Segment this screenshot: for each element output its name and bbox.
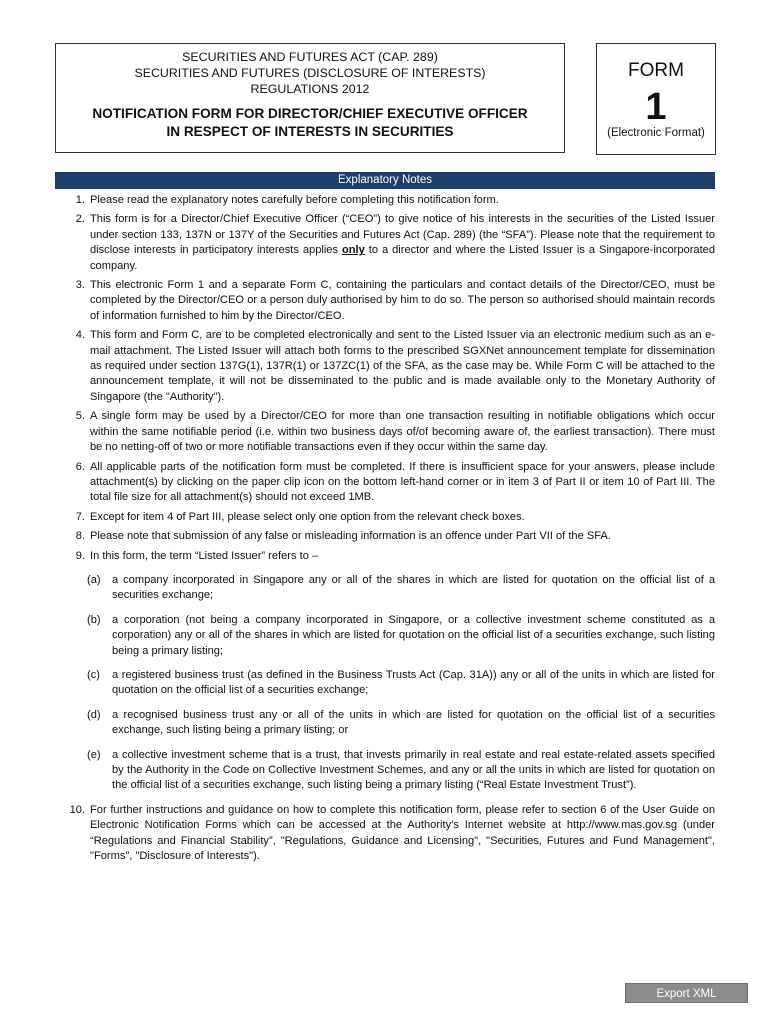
sub-item-label: (b) [87, 613, 101, 626]
note-number: 9. [75, 549, 85, 562]
sub-item-text: a corporation (not being a company incorporated in Singapore, or a collective investment scheme constituted as a corporation) any or all of the shares in which are listed for quotation on the official list of a securities exchange, such listing being a primary listing; [112, 613, 715, 657]
sub-item-label: (d) [87, 708, 101, 721]
note-text: Please note that submission of any false or misleading information is an offence under Part VII of the SFA. [90, 530, 611, 543]
note-number: 1. [75, 194, 85, 206]
note-number: 10. [69, 803, 85, 816]
note-item [55, 193, 715, 208]
act-line: SECURITIES AND FUTURES ACT (CAP. 289) [182, 50, 438, 64]
note-item [55, 803, 715, 865]
note-text-part: This form is for a Director/Chief Executive Officer (“CEO”) to give notice of his interests in the securities of the Listed Issuer under section 133, 137N or 137Y of the Securities and Futures Act (Cap. 289) (the “SFA”). Please note that the requirement to disclose interests in participatory interests applies [90, 213, 715, 257]
note-item [55, 409, 715, 455]
note-number: 4. [75, 329, 85, 342]
form-header [55, 43, 565, 153]
note-item [55, 212, 715, 274]
note-item [55, 510, 715, 525]
note-item [55, 328, 715, 405]
sub-item-label: (c) [87, 668, 100, 681]
form-format: (Electronic Format) [607, 127, 705, 139]
act-reference [56, 49, 564, 97]
note-text: All applicable parts of the notification form must be completed. If there is insufficient space for your answers, please include attachment(s) by clicking on the paper clip icon on the bottom left-hand corner or in item 3 of Part II or item 10 of Part III. The total file size for all attachment(s) should not exceed 1MB. [90, 460, 715, 504]
note-item [55, 278, 715, 324]
sub-item [55, 748, 715, 794]
note-text: This electronic Form 1 and a separate Form C, containing the particulars and contact details of the Director/CEO, must be completed by the Director/CEO or a person duly authorised by him to do so. The person so authorised should maintain records of information furnished to him by the Director/CEO. [90, 279, 715, 322]
sub-item-text: a recognised business trust any or all of the units in which are listed for quotation on the official list of a securities exchange, such listing being a primary listing; or [112, 708, 715, 737]
sub-item-label: (a) [87, 573, 101, 586]
note-emphasis: only [341, 244, 365, 257]
form-title [56, 105, 564, 141]
note-number: 6. [75, 460, 85, 473]
form-number: 1 [645, 86, 667, 128]
sub-item-text: a registered business trust (as defined in the Business Trusts Act (Cap. 31A)) any or all of the units in which are listed for quotation on the official list of a securities exchange; [112, 668, 715, 697]
sub-item-label: (e) [87, 748, 101, 761]
sub-item [55, 668, 715, 699]
note-item [55, 529, 715, 544]
listed-issuer-definitions [55, 573, 715, 794]
form-label: FORM [628, 60, 684, 81]
act-line: REGULATIONS 2012 [250, 82, 370, 96]
note-text: Please read the explanatory notes carefully before completing this notification form. [90, 194, 499, 206]
act-line: SECURITIES AND FUTURES (DISCLOSURE OF INTERESTS) [134, 66, 486, 80]
sub-item-text: a company incorporated in Singapore any or all of the shares in which are listed for quotation on the official list of a securities exchange; [112, 573, 715, 602]
note-text: Except for item 4 of Part III, please select only one option from the relevant check boxes. [90, 510, 525, 523]
explanatory-notes-list [55, 193, 715, 868]
note-text [90, 212, 715, 274]
note-item [55, 549, 715, 564]
sub-item [55, 613, 715, 659]
note-number: 5. [75, 410, 85, 423]
sub-item-text: a collective investment scheme that is a trust, that invests primarily in real estate and real estate-related assets specified by the Authority in the Code on Collective Investment Schemes, and any or all the units in which are listed for quotation on the official list of a securities exchange, such listing being a primary listing (“Real Estate Investment Trust”). [112, 748, 715, 792]
explanatory-notes-heading: Explanatory Notes [55, 172, 715, 189]
export-xml-button[interactable]: Export XML [625, 983, 748, 1003]
note-text: For further instructions and guidance on how to complete this notification form, please refer to section 6 of the User Guide on Electronic Notification Forms which can be accessed at the Authority’s Internet website at http://www.mas.gov.sg (under “Regulations and Financial Stability”, "Regulations, Guidance and Licensing", "Securities, Futures and Fund Management", "Forms", "Disclosure of Interests"). [90, 803, 715, 863]
note-text: This form and Form C, are to be completed electronically and sent to the Listed Issuer via an electronic medium such as an e-mail attachment. The Listed Issuer will attach both forms to the prescribed SGXNet announcement template for dissemination as required under section 137G(1), 137R(1) or 137ZC(1) of the SFA, as the case may be. While Form C will be attached to the announcement template, it will not be disseminated to the public and is made available only to the Monetary Authority of Singapore (the "Authority"). [90, 329, 715, 403]
note-number: 2. [75, 213, 85, 226]
note-text: In this form, the term “Listed Issuer” refers to – [90, 549, 319, 562]
note-text: A single form may be used by a Director/CEO for more than one transaction resulting in notifiable obligations which occur within the same notifiable period (i.e. within two business days of/of becoming aware of, the earliest transaction). There must be no netting-off of two or more notifiable transactions even if they occur within the same day. [90, 410, 715, 454]
note-text-part: to a director and where the Listed Issuer is a Singapore-incorporated company. [90, 244, 715, 272]
note-item [55, 460, 715, 506]
sub-item [55, 708, 715, 739]
note-number: 3. [75, 279, 85, 292]
form-number-box [596, 43, 716, 155]
title-line: NOTIFICATION FORM FOR DIRECTOR/CHIEF EXECUTIVE OFFICER [92, 106, 528, 121]
sub-item [55, 573, 715, 604]
note-number: 8. [75, 530, 85, 543]
title-line: IN RESPECT OF INTERESTS IN SECURITIES [166, 124, 454, 139]
note-number: 7. [75, 510, 85, 523]
